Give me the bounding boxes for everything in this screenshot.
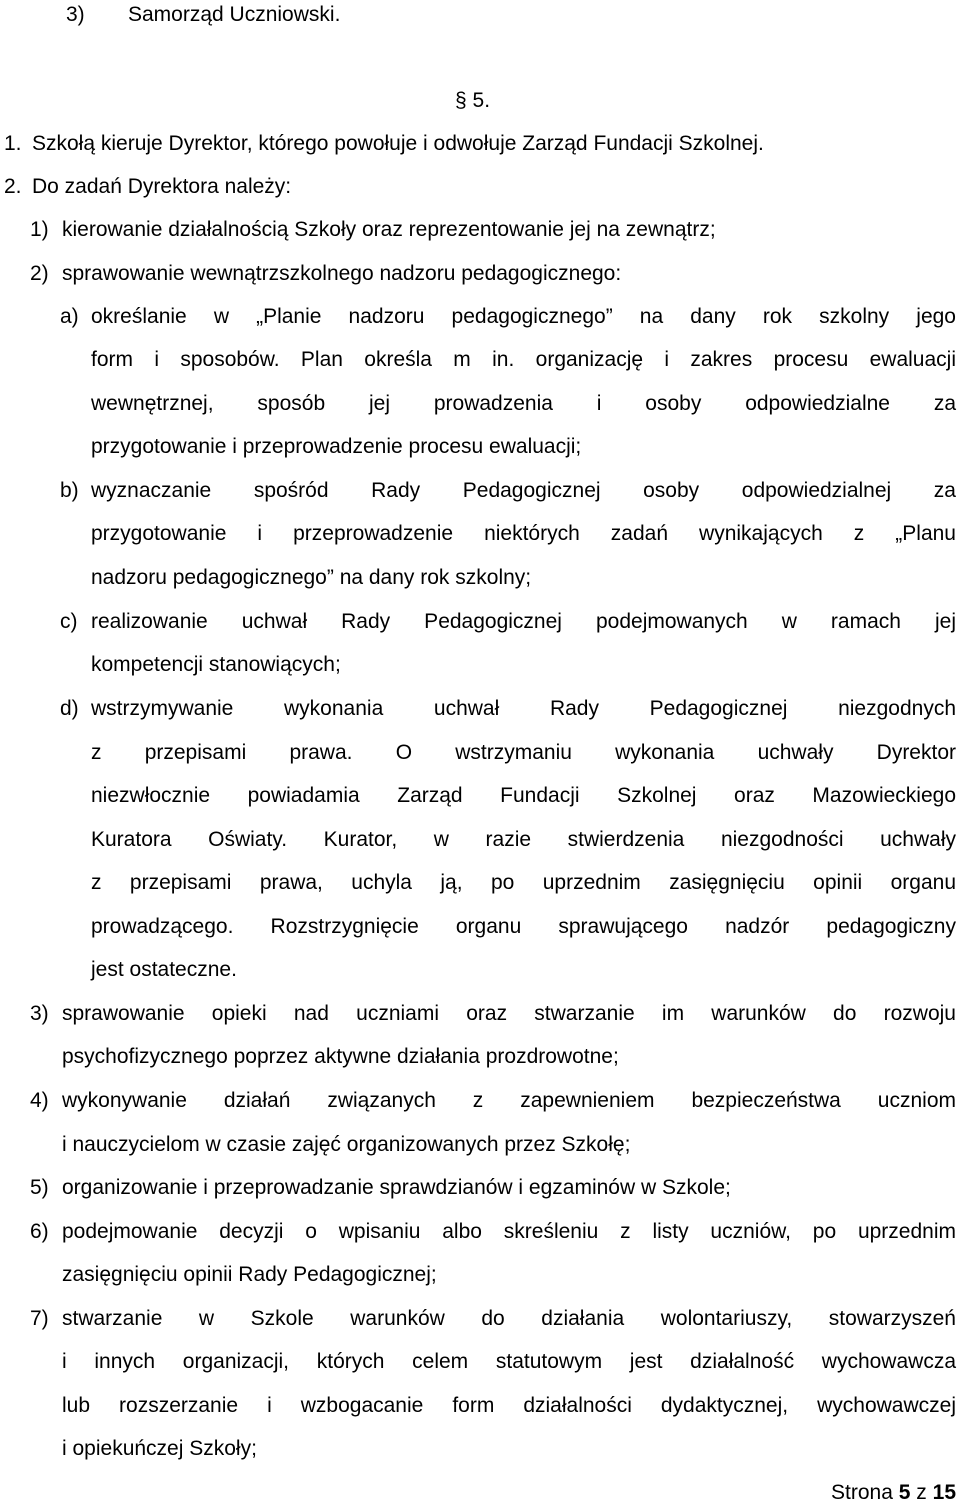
sub-d-line: wstrzymywanie wykonania uchwał Rady Pedagogicznej niezgodnych [91, 697, 956, 720]
duty-5-line: organizowanie i przeprowadzanie sprawdzianów i egzaminów w Szkole; [62, 1176, 731, 1199]
duty-3-line: sprawowanie opieki nad uczniami oraz stwarzanie im warunków do rozwoju [62, 1002, 956, 1025]
duty-4-marker: 4) [30, 1089, 49, 1112]
sub-a-line [91, 347, 956, 373]
sub-b-marker: b) [60, 479, 79, 502]
sub-d-line: Kuratora Oświaty. Kurator, w razie stwierdzenia niezgodności uchwały [91, 828, 956, 851]
duty-2-marker: 2) [30, 262, 49, 285]
duty-7-line: i innych organizacji, których celem statutowym jest działalność wychowawcza [62, 1350, 956, 1373]
sub-a-line: przygotowanie i przeprowadzenie procesu ewaluacji; [91, 435, 582, 458]
sub-d-line: z przepisami prawa. O wstrzymaniu wykonania uchwały Dyrektor [91, 741, 956, 764]
sub-c-line: realizowanie uchwał Rady Pedagogicznej podejmowanych w ramach jej [91, 610, 956, 633]
sub-d-line: prowadzącego. Rozstrzygnięcie organu sprawującego nadzór pedagogiczny [91, 915, 956, 938]
sub-d-line: jest ostateczne. [91, 958, 237, 981]
duty-7-line: lub rozszerzanie i wzbogacanie form działalności dydaktycznej, wychowawczej [62, 1394, 956, 1417]
section-heading: § 5. [455, 89, 491, 112]
sub-a-line: wewnętrznej, sposób jej prowadzenia i osoby odpowiedzialne za [91, 392, 956, 415]
point-2-text: Do zadań Dyrektora należy: [32, 175, 292, 198]
duty-6-line: zasięgnięciu opinii Rady Pedagogicznej; [62, 1263, 437, 1286]
sub-c-line: kompetencji stanowiących; [91, 653, 341, 676]
duty-6-marker: 6) [30, 1220, 49, 1243]
duty-3-marker: 3) [30, 1002, 49, 1025]
sub-d-line: niezwłocznie powiadamia Zarząd Fundacji Szkolnej oraz Mazowieckiego [91, 784, 956, 807]
sub-b-line: wyznaczanie spośród Rady Pedagogicznej osoby odpowiedzialnej za [91, 479, 956, 502]
point-2-marker: 2. [4, 175, 22, 198]
duty-1-text: kierowanie działalnością Szkoły oraz reprezentowanie jej na zewnątrz; [62, 218, 716, 241]
page-number-total: 15 [932, 1481, 956, 1504]
duty-3-line: psychofizycznego poprzez aktywne działania prozdrowotne; [62, 1045, 619, 1068]
page-number-of: z [916, 1481, 927, 1504]
top-item-marker: 3) [66, 3, 85, 26]
page-number [831, 1480, 956, 1506]
duty-7-line: i opiekuńczej Szkoły; [62, 1437, 257, 1460]
duty-7-line: stwarzanie w Szkole warunków do działania wolontariuszy, stowarzyszeń [62, 1307, 956, 1330]
sub-b-line: nadzoru pedagogicznego” na dany rok szkolny; [91, 566, 532, 589]
sub-a-marker: a) [60, 305, 79, 328]
sub-a-line: określanie w „Planie nadzoru pedagogicznego” na dany rok szkolny jego [91, 305, 956, 328]
top-item-text: Samorząd Uczniowski. [128, 3, 341, 26]
sub-b-line: przygotowanie i przeprowadzenie niektórych zadań wynikających z „Planu [91, 522, 956, 545]
point-1-text: Szkołą kieruje Dyrektor, którego powołuje i odwołuje Zarząd Fundacji Szkolnej. [32, 132, 764, 155]
duty-2-text: sprawowanie wewnątrzszkolnego nadzoru pedagogicznego: [62, 262, 622, 285]
sub-d-marker: d) [60, 697, 79, 720]
sub-a-line-text: form i sposobów. Plan określa m in. organizację i zakres procesu ewaluacji [91, 348, 956, 371]
duty-1-marker: 1) [30, 218, 49, 241]
sub-d-line: z przepisami prawa, uchyla ją, po uprzednim zasięgnięciu opinii organu [91, 871, 956, 894]
page-number-current: 5 [898, 1481, 911, 1504]
point-1-marker: 1. [4, 132, 22, 155]
sub-c-marker: c) [60, 610, 78, 633]
duty-5-marker: 5) [30, 1176, 49, 1199]
duty-4-line: wykonywanie działań związanych z zapewnieniem bezpieczeństwa uczniom [62, 1089, 956, 1112]
duty-4-line: i nauczycielom w czasie zajęć organizowanych przez Szkołę; [62, 1133, 631, 1156]
duty-6-line: podejmowanie decyzji o wpisaniu albo skreśleniu z listy uczniów, po uprzednim [62, 1220, 956, 1243]
page-number-label: Strona [831, 1481, 893, 1504]
duty-7-marker: 7) [30, 1307, 49, 1330]
